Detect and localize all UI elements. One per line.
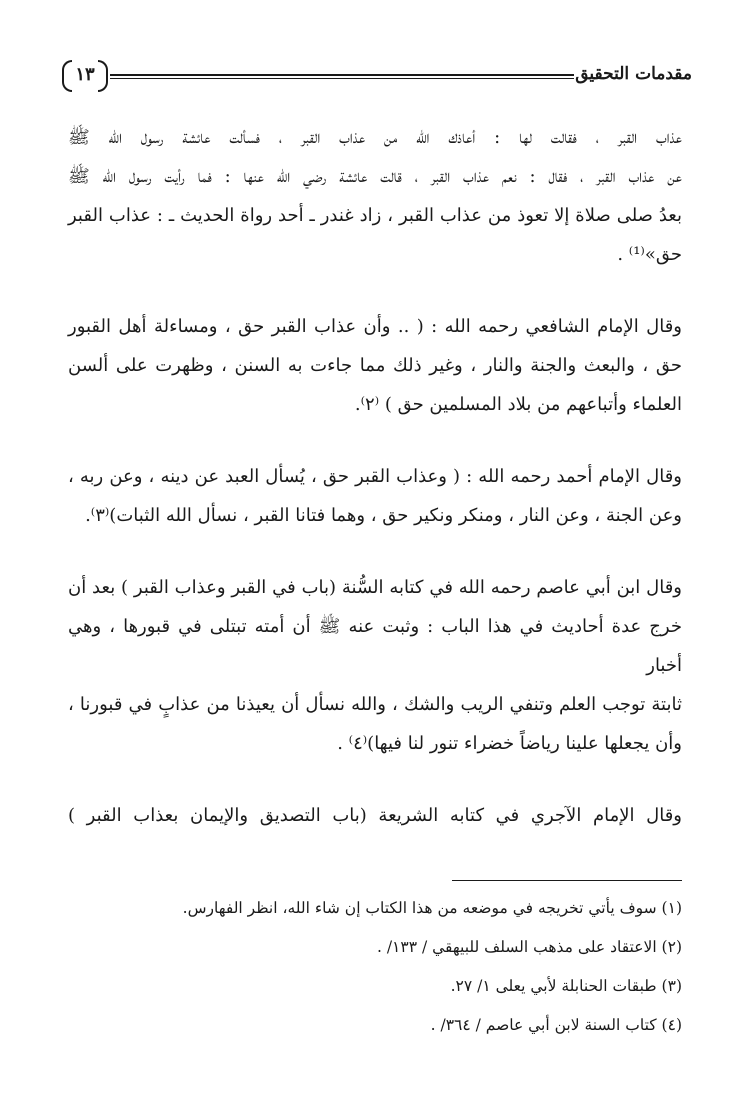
footnotes bbox=[72, 898, 682, 1054]
paragraph bbox=[68, 457, 682, 535]
text-line: حق»⁽¹⁾ . bbox=[617, 244, 682, 265]
header-rule bbox=[110, 74, 574, 79]
text-line: وقال الإمام الآجري في كتابه الشريعة (باب التصديق والإيمان بعذاب القبر ) bbox=[68, 805, 682, 826]
text-line: وأن يجعلها علينا رياضاً خضراء تنور لنا فيها)⁽٤⁾ . bbox=[337, 733, 682, 754]
text-line: حق ، والبعث والجنة والنار ، وغير ذلك مما جاءت به السنن ، وظهرت على ألسن bbox=[68, 355, 682, 376]
footnote: (٤) كتاب السنة لابن أبي عاصم / ٣٦٤/ . bbox=[430, 1016, 682, 1034]
text-line: خرج عدة أحاديث في هذا الباب : وثبت عنه ﷺ أن أمته تبتلى في قبورها ، وهي أخبار bbox=[68, 616, 682, 676]
footnote: (٣) طبقات الحنابلة لأبي يعلى ١/ ٢٧. bbox=[450, 977, 682, 995]
paragraph bbox=[68, 796, 682, 835]
paragraph bbox=[68, 118, 682, 274]
text-line: وقال ابن أبي عاصم رحمه الله في كتابه السُّنة (باب في القبر وعذاب القبر ) بعد أن bbox=[68, 577, 682, 598]
text-line: عذاب القبر ، فقالت لها : أعاذك الله من عذاب القبر ، فسألت عائشة رسول الله ﷺ bbox=[68, 127, 682, 148]
text-line: وقال الإمام أحمد رحمه الله : ( وعذاب القبر حق ، يُسأل العبد عن دينه ، وعن ربه ، bbox=[68, 466, 682, 487]
footnote: (٢) الاعتقاد على مذهب السلف للبيهقي / ١٣٣/ . bbox=[376, 938, 682, 956]
footnote: (١) سوف يأتي تخريجه في موضعه من هذا الكتاب إن شاء الله، انظر الفهارس. bbox=[182, 899, 682, 917]
paragraph bbox=[68, 307, 682, 424]
text-line: العلماء وأتباعهم من بلاد المسلمين حق ) ⁽٢⁾. bbox=[354, 394, 682, 415]
main-text bbox=[68, 118, 682, 868]
footnote-separator bbox=[452, 880, 682, 881]
text-line: ثابتة توجب العلم وتنفي الريب والشك ، والله نسأل أن يعيذنا من عذابٍ في قبورنا ، bbox=[68, 694, 682, 715]
text-line: بعدُ صلى صلاة إلا تعوذ من عذاب القبر ، زاد غندر ـ أحد رواة الحديث ـ : عذاب القبر bbox=[68, 205, 682, 226]
text-line: وقال الإمام الشافعي رحمه الله : ( .. وأن عذاب القبر حق ، ومساءلة أهل القبور bbox=[68, 316, 682, 337]
header-title: مقدمات التحقيق bbox=[575, 64, 692, 84]
text-line: عن عذاب القبر ، فقال : نعم عذاب القبر ، قالت عائشة رضي الله عنها : فما رأيت رسول الله ﷺ bbox=[68, 166, 682, 187]
running-header bbox=[62, 58, 692, 98]
page-number: ١٣ bbox=[62, 58, 108, 92]
paragraph bbox=[68, 568, 682, 763]
text-line: وعن الجنة ، وعن النار ، ومنكر ونكير حق ، وهما فتانا القبر ، نسأل الله الثبات)⁽٣⁾. bbox=[85, 505, 682, 526]
